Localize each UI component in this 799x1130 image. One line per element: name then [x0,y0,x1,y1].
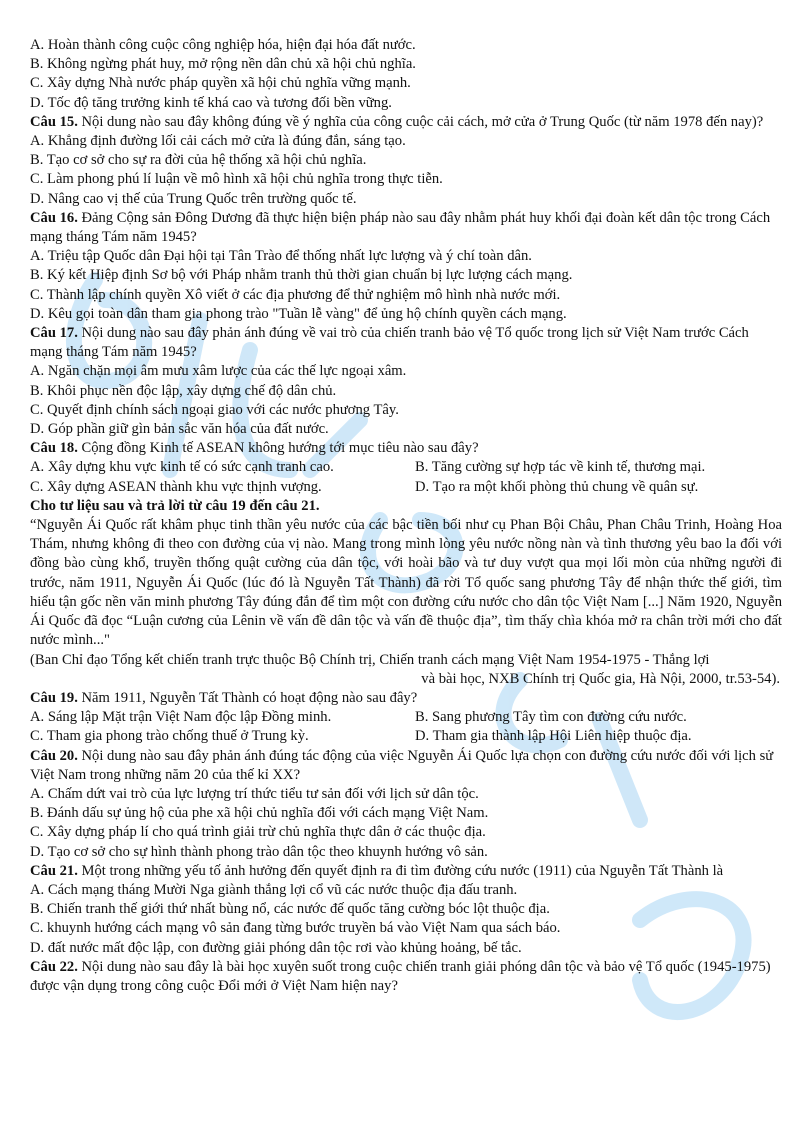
question-number: Câu 15. [30,113,78,130]
option-a-prev: A. Hoàn thành công cuộc công nghiệp hóa, hiện đại hóa đất nước. [30,37,416,53]
question-18 [30,439,782,458]
q18-option-c: C. Xây dựng ASEAN thành khu vực thịnh vượng. [30,478,322,495]
question-text: Nội dung nào sau đây phản ánh đúng tác động của việc Nguyễn Ái Quốc lựa chọn con đường cứu nước đối với lịch sử Việt Nam trong những năm 20 của thế kỉ XX? [30,747,774,783]
question-number: Câu 18. [30,440,78,457]
passage-source-1: (Ban Chỉ đạo Tổng kết chiến tranh trực thuộc Bộ Chính trị, Chiến tranh cách mạng Việt Nam 1954-1975 - Thắng lợi [30,651,710,668]
question-22 [30,958,782,996]
q17-option-a: A. Ngăn chặn mọi âm mưu xâm lược của các thế lực ngoại xâm. [30,363,407,380]
q17-option-d: D. Góp phần giữ gìn bản sắc văn hóa của đất nước. [30,421,329,438]
question-15 [30,113,782,132]
q15-option-d: D. Nâng cao vị thế của Trung Quốc trên trường quốc tế. [30,190,357,207]
q21-option-d: D. đất nước mất độc lập, con đường giải phóng dân tộc rơi vào khủng hoảng, bế tắc. [30,939,522,956]
q19-option-d: D. Tham gia thành lập Hội Liên hiệp thuộc địa. [415,728,692,745]
option-d-prev: D. Tốc độ tăng trưởng kinh tế khá cao và tương đối bền vững. [30,94,392,111]
q16-option-c: C. Thành lập chính quyền Xô viết ở các địa phương để thử nghiệm mô hình nhà nước mới. [30,286,561,303]
passage-body: “Nguyễn Ái Quốc rất khâm phục tinh thần yêu nước của các bậc tiền bối như cụ Phan Bội Châu, Phan Châu Trinh, Hoàng Hoa Thám, nhưng không đi theo con đường của vị nào. Mang trong mình lòng yêu nước nồng nàn và tình thương yêu bao la đối với đồng bào cùng khổ, truyền thống quật cường của dân tộc, với hoài bão và tư duy vượt qua mọi lối mòn của những người đi trước, năm 1911, Nguyễn Ái Quốc (lúc đó là Nguyễn Tất Thành) đã rời Tổ quốc sang phương Tây để nhận thức thế giới, tìm hiểu tận gốc nền văn minh phương Tây đúng đắn để tìm một con đường cứu nước cho dân tộc Việt Nam [...] Năm 1920, Nguyễn Ái Quốc đã đọc “Luận cương của Lênin về vấn đề dân tộc và vấn đề thuộc địa”, tìm thấy chìa khóa mở ra chân trời mới cho đất nước mình..." [30,517,782,649]
question-text: Đảng Cộng sản Đông Dương đã thực hiện biện pháp nào sau đây nhằm phát huy khối đại đoàn kết dân tộc trong Cách mạng tháng Tám năm 1945? [30,209,771,246]
q17-option-c: C. Quyết định chính sách ngoại giao với các nước phương Tây. [30,401,399,418]
q21-option-a: A. Cách mạng tháng Mười Nga giành thắng lợi cổ vũ các nước thuộc địa đấu tranh. [30,881,518,898]
question-17 [30,324,782,362]
q19-options-row-1 [30,708,782,727]
q20-option-a: A. Chấm dứt vai trò của lực lượng trí thức tiểu tư sản đối với lịch sử dân tộc. [30,785,479,802]
q18-option-b: B. Tăng cường sự hợp tác về kinh tế, thương mại. [415,459,706,476]
q21-option-b: B. Chiến tranh thế giới thứ nhất bùng nổ, các nước đế quốc tăng cường bóc lột thuộc địa. [30,901,550,918]
q15-option-a: A. Khẳng định đường lối cải cách mở cửa là đúng đắn, sáng tạo. [30,133,406,150]
question-number: Câu 21. [30,862,78,879]
exam-page [30,36,782,996]
question-21 [30,862,782,881]
passage-heading: Cho tư liệu sau và trả lời từ câu 19 đến câu 21. [30,497,320,514]
q19-options-row-2 [30,727,782,746]
passage-source-2: và bài học, NXB Chính trị Quốc gia, Hà Nội, 2000, tr.53-54). [421,670,780,687]
q16-option-a: A. Triệu tập Quốc dân Đại hội tại Tân Trào để thống nhất lực lượng và ý chí toàn dân. [30,248,532,265]
question-number: Câu 17. [30,325,78,342]
q18-options-row-1 [30,458,782,477]
question-text: Nội dung nào sau đây phản ánh đúng về vai trò của chiến tranh bảo vệ Tổ quốc trong lịch sử Việt Nam trước Cách mạng tháng Tám năm 1945? [30,325,749,361]
question-text: Nội dung nào sau đây là bài học xuyên suốt trong cuộc chiến tranh giải phóng dân tộc và bảo vệ Tổ quốc (1945-1975) được vận dụng trong công cuộc Đổi mới ở Việt Nam hiện nay? [30,958,771,994]
question-20 [30,747,782,785]
question-number: Câu 16. [30,209,78,226]
question-text: Nội dung nào sau đây không đúng về ý nghĩa của công cuộc cải cách, mở cửa ở Trung Quốc (từ năm 1978 đến nay)? [77,113,764,130]
q16-option-b: B. Ký kết Hiệp định Sơ bộ với Pháp nhằm tranh thủ thời gian chuẩn bị lực lượng cách mạng. [30,267,573,284]
q19-option-a: A. Sáng lập Mặt trận Việt Nam độc lập Đồng minh. [30,709,332,726]
question-text: Cộng đồng Kinh tế ASEAN không hướng tới mục tiêu nào sau đây? [77,440,479,457]
option-c-prev: C. Xây dựng Nhà nước pháp quyền xã hội chủ nghĩa vững mạnh. [30,75,411,92]
option-b-prev: B. Không ngừng phát huy, mở rộng nền dân chủ xã hội chủ nghĩa. [30,56,416,73]
q16-option-d: D. Kêu gọi toàn dân tham gia phong trào "Tuần lễ vàng" để ủng hộ chính quyền cách mạng. [30,305,567,322]
question-number: Câu 19. [30,689,78,706]
q19-option-c: C. Tham gia phong trào chống thuế ở Trung kỳ. [30,728,309,745]
q21-option-c: C. khuynh hướng cách mạng vô sản đang từng bước truyền bá vào Việt Nam qua sách báo. [30,920,561,937]
question-19 [30,689,782,708]
question-number: Câu 20. [30,747,78,764]
q18-option-a: A. Xây dựng khu vực kinh tế có sức cạnh tranh cao. [30,459,334,476]
question-text: Năm 1911, Nguyễn Tất Thành có hoạt động nào sau đây? [77,689,418,706]
q15-option-c: C. Làm phong phú lí luận về mô hình xã hội chủ nghĩa trong thực tiễn. [30,171,443,188]
q18-options-row-2 [30,478,782,497]
q18-option-d: D. Tạo ra một khối phòng thủ chung về quân sự. [415,478,699,495]
question-number: Câu 22. [30,958,78,975]
q20-option-d: D. Tạo cơ sở cho sự hình thành phong trào dân tộc theo khuynh hướng vô sản. [30,843,488,860]
q20-option-c: C. Xây dựng pháp lí cho quá trình giải trừ chủ nghĩa thực dân ở các thuộc địa. [30,824,486,841]
q19-option-b: B. Sang phương Tây tìm con đường cứu nước. [415,709,687,726]
q15-option-b: B. Tạo cơ sở cho sự ra đời của hệ thống xã hội chủ nghĩa. [30,152,367,169]
q17-option-b: B. Khôi phục nền độc lập, xây dựng chế độ dân chủ. [30,382,337,399]
question-text: Một trong những yếu tố ảnh hưởng đến quyết định ra đi tìm đường cứu nước (1911) của Nguyễn Tất Thành là [77,862,724,879]
q20-option-b: B. Đánh dấu sự ủng hộ của phe xã hội chủ nghĩa đối với cách mạng Việt Nam. [30,805,489,822]
question-16 [30,209,782,247]
